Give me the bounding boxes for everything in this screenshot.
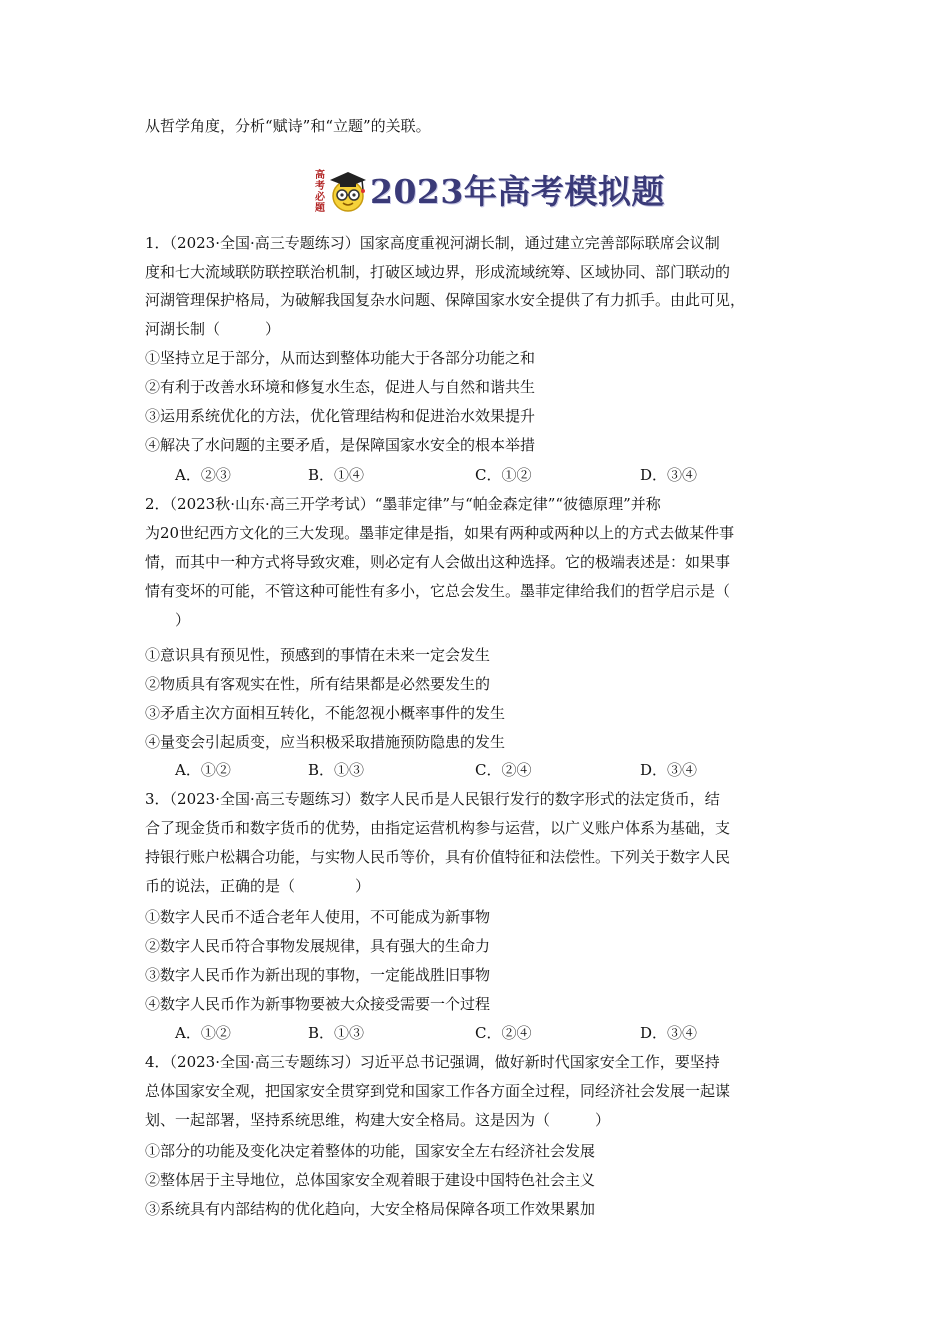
q2-item: ④量变会引起质变，应当积极采取措施预防隐患的发生 [145, 733, 506, 751]
q3-line: 持银行账户松耦合功能，与实物人民币等价，具有价值特征和法偿性。下列关于数字人民 [145, 848, 731, 866]
option-a[interactable]: A．①② [175, 761, 231, 779]
q1-line: 河湖长制（ ） [145, 320, 281, 338]
q1-line: 1．（2023·全国·高三专题练习）国家高度重视河湖长制，通过建立完善部际联席会议制 [145, 234, 720, 252]
q1-item: ③运用系统优化的方法，优化管理结构和促进治水效果提升 [145, 407, 536, 425]
q3-item: ①数字人民币不适合老年人使用，不可能成为新事物 [145, 908, 491, 926]
section-banner [310, 166, 665, 218]
seal-text: 高考必题 [315, 170, 325, 214]
q4-line: 划、一起部署，坚持系统思维，构建大安全格局。这是因为（ ） [145, 1111, 611, 1129]
option-c[interactable]: C．②④ [475, 1024, 532, 1042]
q4-line: 4．（2023·全国·高三专题练习）习近平总书记强调，做好新时代国家安全工作，要坚持 [145, 1053, 720, 1071]
q3-line: 币的说法，正确的是（ ） [145, 877, 371, 895]
banner-title: 2023年高考模拟题 [370, 172, 665, 211]
mascot-icon [328, 170, 368, 214]
q1-item: ①坚持立足于部分，从而达到整体功能大于各部分功能之和 [145, 349, 536, 367]
q1-item: ④解决了水问题的主要矛盾，是保障国家水安全的根本举措 [145, 436, 536, 454]
q3-item: ②数字人民币符合事物发展规律，具有强大的生命力 [145, 937, 491, 955]
option-b[interactable]: B．①④ [308, 466, 365, 484]
q1-item: ②有利于改善水环境和修复水生态，促进人与自然和谐共生 [145, 378, 536, 396]
q2-line: 情，而其中一种方式将导致灾难，则必定有人会做出这种选择。它的极端表述是：如果事 [145, 553, 731, 571]
q3-line: 3．（2023·全国·高三专题练习）数字人民币是人民银行发行的数字形式的法定货币，结 [145, 790, 720, 808]
option-a[interactable]: A．②③ [175, 466, 231, 484]
intro-text: 从哲学角度，分析“赋诗”和“立题”的关联。 [145, 117, 431, 135]
q1-line: 度和七大流域联防联控联治机制，打破区域边界，形成流域统筹、区域协同、部门联动的 [145, 263, 731, 281]
q4-item: ②整体居于主导地位，总体国家安全观着眼于建设中国特色社会主义 [145, 1171, 596, 1189]
option-d[interactable]: D．③④ [640, 1024, 698, 1042]
q4-item: ①部分的功能及变化决定着整体的功能，国家安全左右经济社会发展 [145, 1142, 596, 1160]
option-c[interactable]: C．②④ [475, 761, 532, 779]
q3-item: ③数字人民币作为新出现的事物，一定能战胜旧事物 [145, 966, 491, 984]
q2-item: ①意识具有预见性，预感到的事情在未来一定会发生 [145, 646, 491, 664]
q2-line: ） [145, 611, 191, 629]
option-c[interactable]: C．①② [475, 466, 532, 484]
q2-item: ②物质具有客观实在性，所有结果都是必然要发生的 [145, 675, 491, 693]
q2-line: 为20世纪西方文化的三大发现。墨菲定律是指，如果有两种或两种以上的方式去做某件事 [145, 524, 735, 542]
option-a[interactable]: A．①② [175, 1024, 231, 1042]
q1-line: 河湖管理保护格局，为破解我国复杂水问题、保障国家水安全提供了有力抓手。由此可见， [145, 291, 746, 309]
q3-item: ④数字人民币作为新事物要被大众接受需要一个过程 [145, 995, 491, 1013]
q2-line: 2．（2023秋·山东·高三开学考试）“墨菲定律”与“帕金森定律”“彼德原理”并称 [145, 495, 661, 513]
option-b[interactable]: B．①③ [308, 1024, 365, 1042]
option-d[interactable]: D．③④ [640, 466, 698, 484]
q3-line: 合了现金货币和数字货币的优势，由指定运营机构参与运营，以广义账户体系为基础，支 [145, 819, 731, 837]
q2-line: 情有变坏的可能，不管这种可能性有多小，它总会发生。墨菲定律给我们的哲学启示是（ [145, 582, 731, 600]
option-d[interactable]: D．③④ [640, 761, 698, 779]
q2-item: ③矛盾主次方面相互转化，不能忽视小概率事件的发生 [145, 704, 506, 722]
q4-line: 总体国家安全观，把国家安全贯穿到党和国家工作各方面全过程，同经济社会发展一起谋 [145, 1082, 731, 1100]
option-b[interactable]: B．①③ [308, 761, 365, 779]
q4-item: ③系统具有内部结构的优化趋向，大安全格局保障各项工作效果累加 [145, 1200, 596, 1218]
